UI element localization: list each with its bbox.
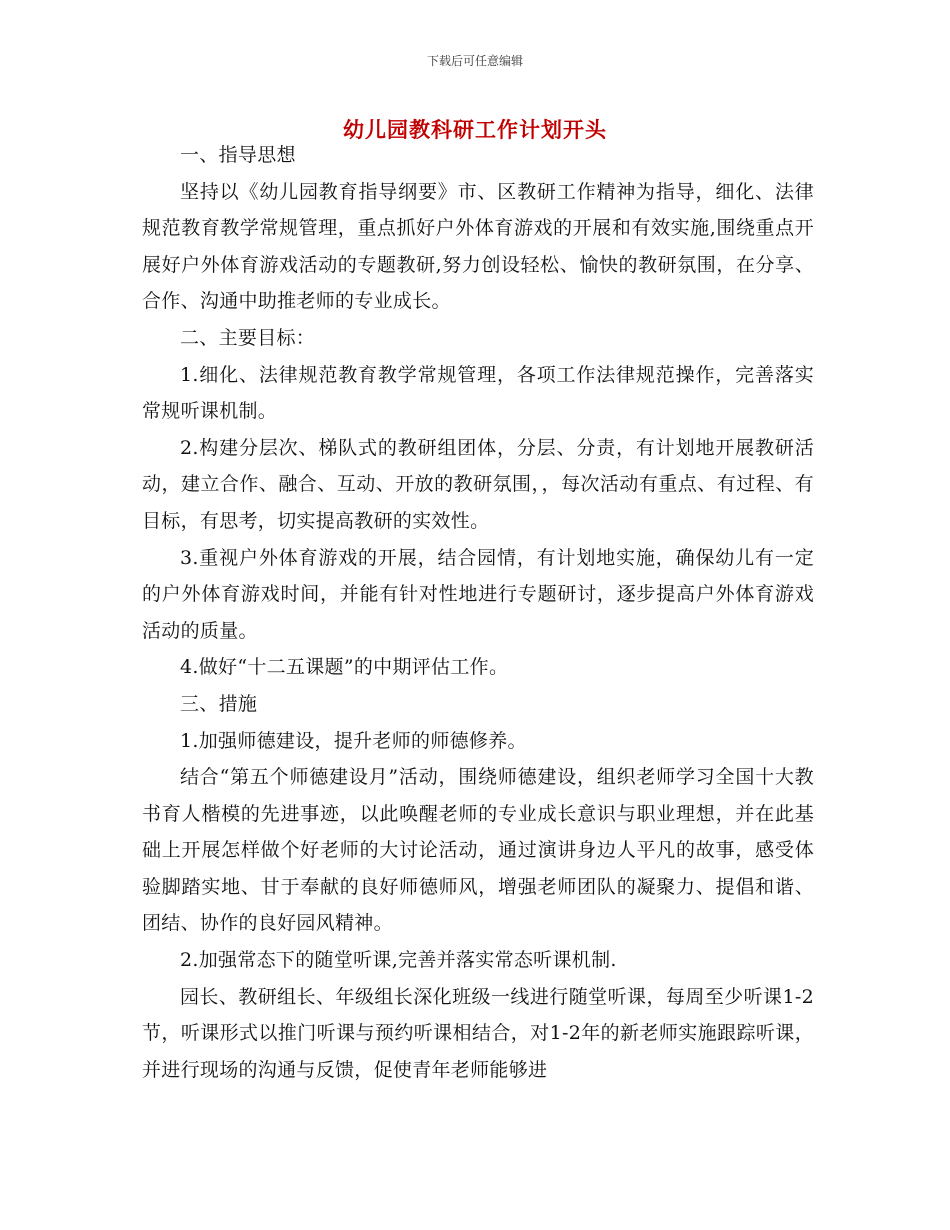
measure-paragraph-2: 园长、教研组长、年级组长深化班级一线进行随堂听课，每周至少听课1-2节，听课形式以推门听课与预约听课相结合，对1-2年的新老师实施跟踪听课，并进行现场的沟通与反馈，促使青年老师能够进: [142, 985, 814, 1081]
goal-item-4: 4.做好“十二五课题”的中期评估工作。: [180, 656, 509, 679]
goal-item-1: 1.细化、法律规范教育教学常规管理，各项工作法律规范操作，完善落实常规听课机制。: [142, 363, 814, 423]
document-title: 幼儿园教科研工作计划开头: [343, 118, 607, 142]
document-body: [142, 137, 814, 1088]
paragraph-guiding-thought: 坚持以《幼儿园教育指导纲要》市、区教研工作精神为指导，细化、法律规范教育教学常规管理，重点抓好户外体育游戏的开展和有效实施,围绕重点开展好户外体育游戏活动的专题教研,努力创设轻松、愉快的教研氛围，在分享、合作、沟通中助推老师的专业成长。: [142, 180, 814, 313]
measure-heading-2: 2.加强常态下的随堂听课,完善并落实常态听课机制.: [180, 949, 617, 972]
measure-paragraph-1: 结合“第五个师德建设月”活动，围绕师德建设，组织老师学习全国十大教书育人楷模的先进事迹，以此唤醒老师的专业成长意识与职业理想，并在此基础上开展怎样做个好老师的大讨论活动，通过演讲身边人平凡的故事，感受体验脚踏实地、甘于奉献的良好师德师风，增强老师团队的凝聚力、提倡和谐、团结、协作的良好园风精神。: [142, 766, 814, 935]
section-heading-guiding-thought: 一、指导思想: [180, 144, 296, 166]
section-heading-main-goals: 二、主要目标：: [180, 326, 316, 349]
goal-item-2: 2.构建分层次、梯队式的教研组团体，分层、分责，有计划地开展教研活动，建立合作、融合、互动、开放的教研氛围，，每次活动有重点、有过程、有目标，有思考，切实提高教研的实效性。: [142, 436, 814, 532]
measure-heading-1: 1.加强师德建设，提升老师的师德修养。: [180, 729, 527, 752]
header-note: 下载后可任意编辑: [426, 54, 523, 68]
goal-item-3: 3.重视户外体育游戏的开展，结合园情，有计划地实施，确保幼儿有一定的户外体育游戏时间，并能有针对性地进行专题研讨，逐步提高户外体育游戏活动的质量。: [142, 546, 814, 642]
section-heading-measures: 三、措施: [180, 692, 258, 715]
